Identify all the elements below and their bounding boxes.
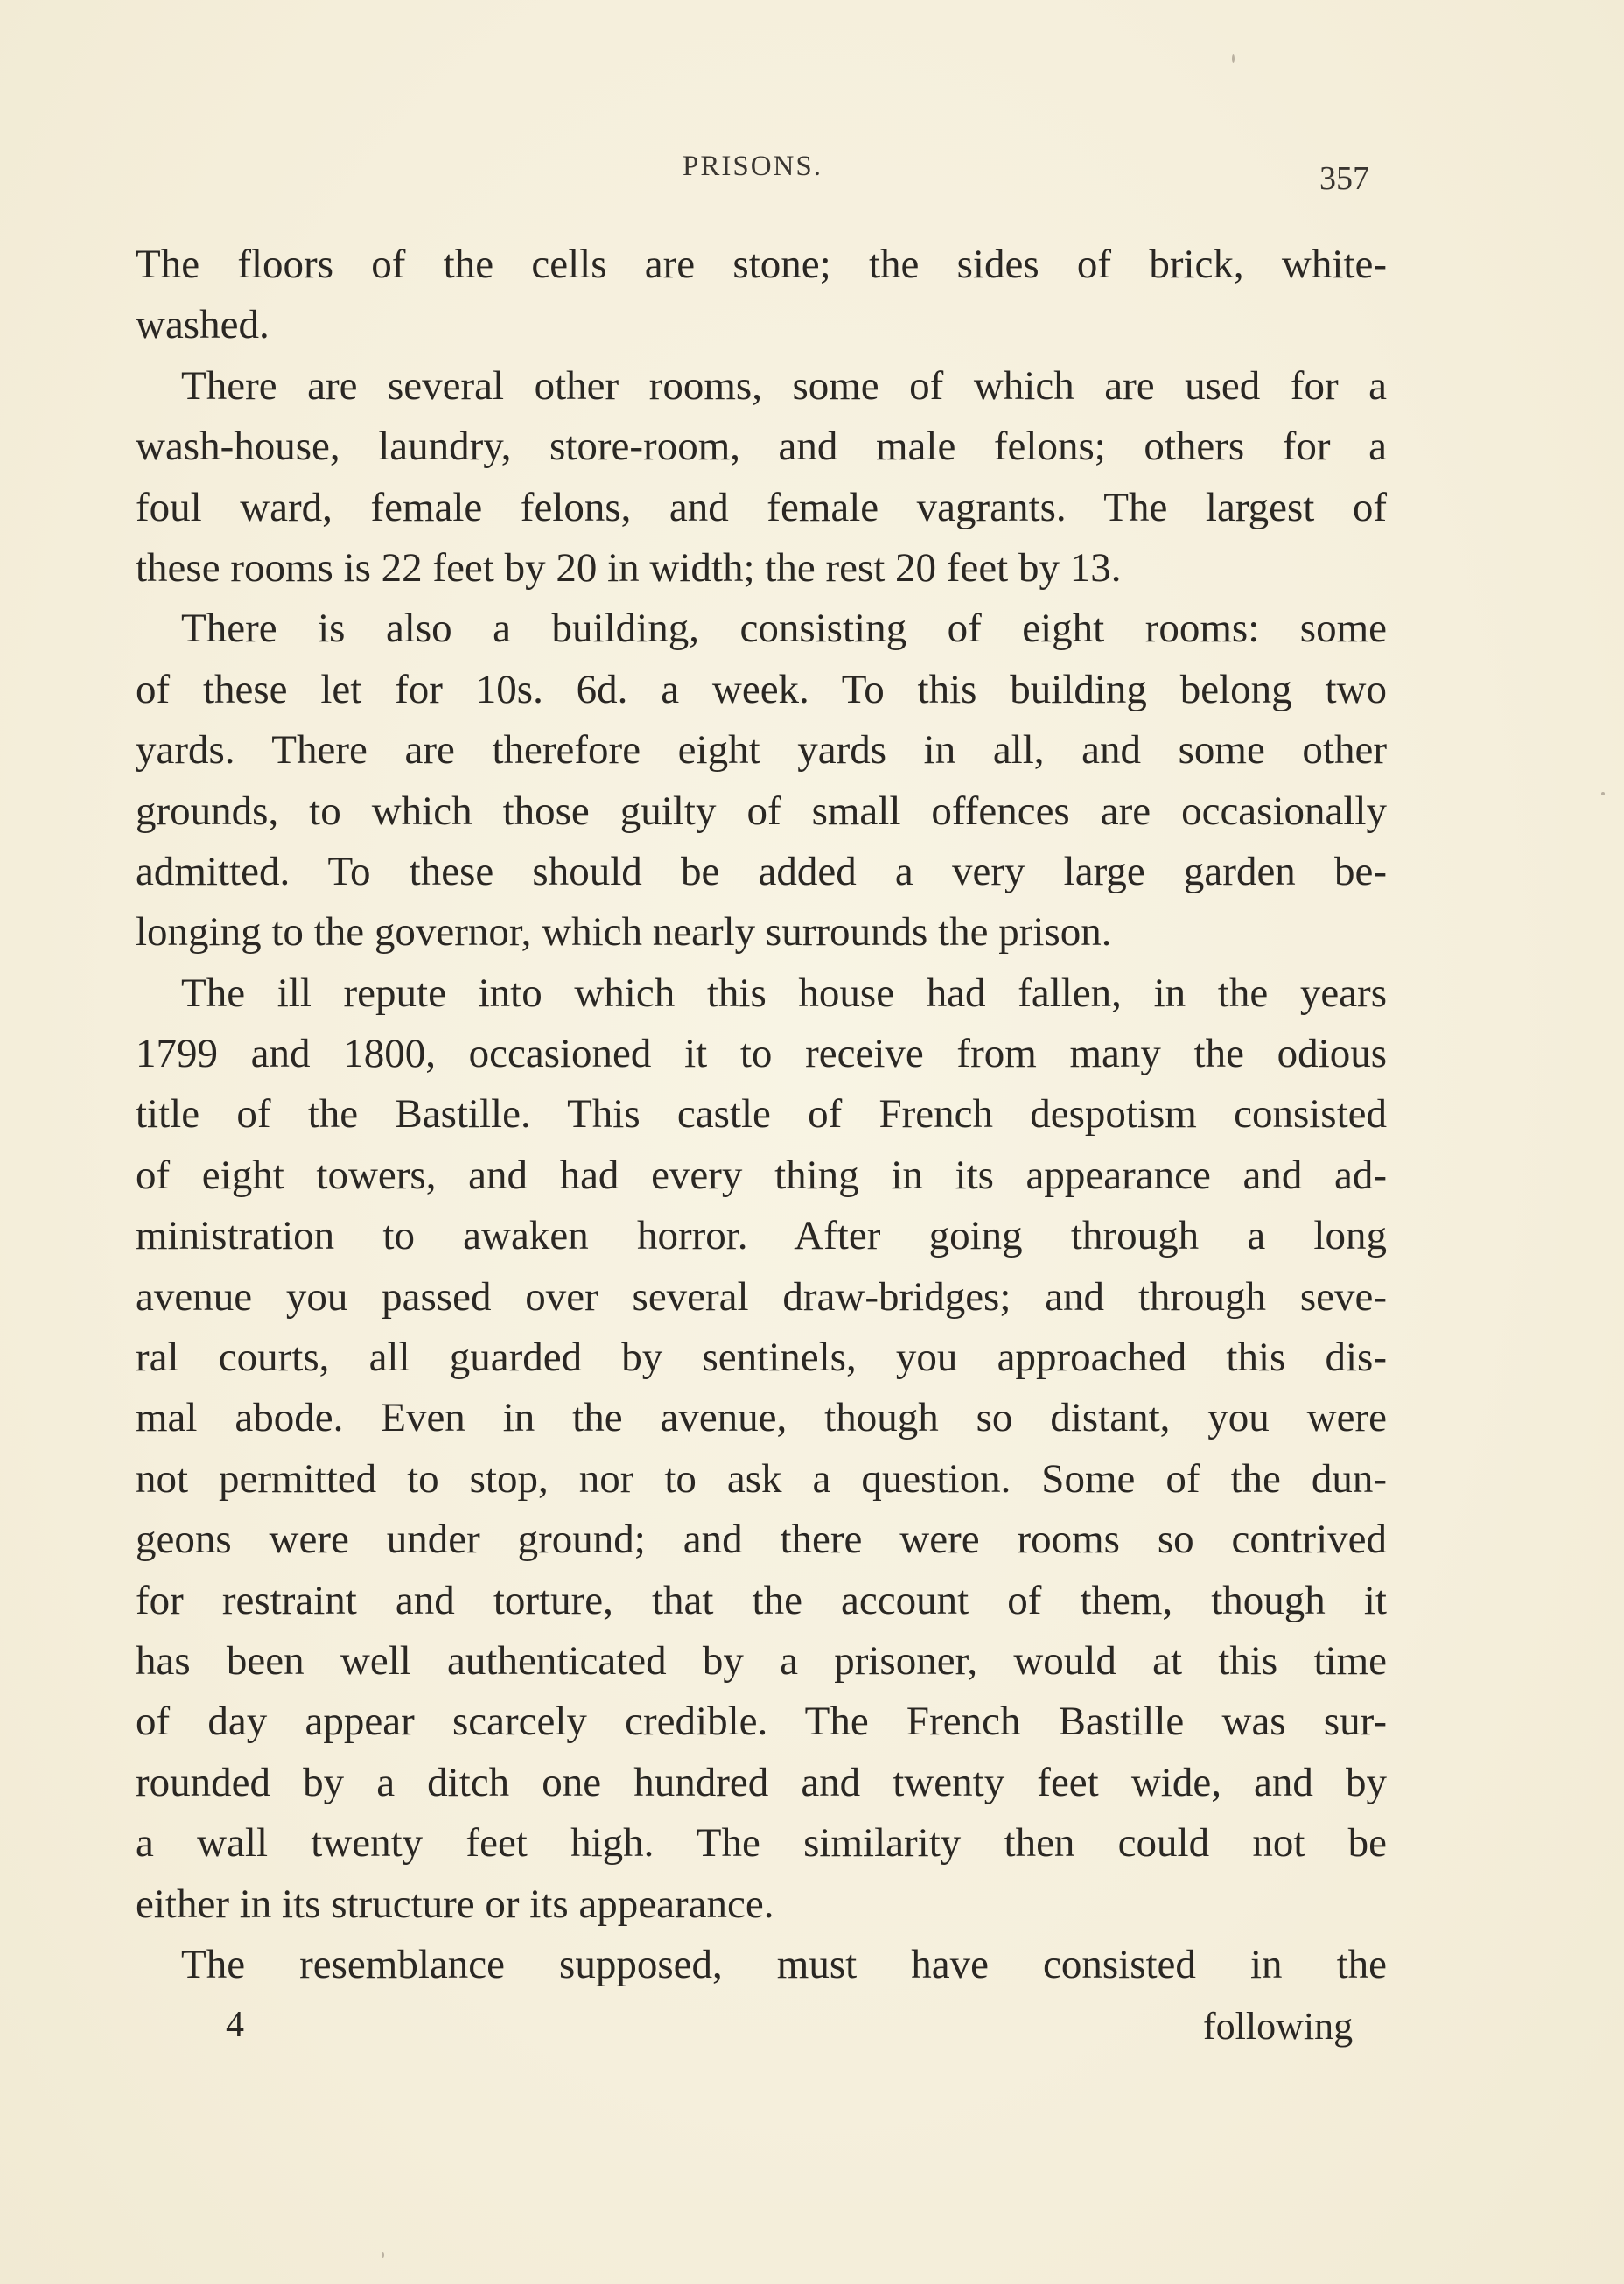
text-line: The floors of the cells are stone; the sides of brick, white-	[136, 242, 1387, 287]
text-line: rounded by a ditch one hundred and twenty feet wide, and by	[136, 1759, 1387, 1805]
text-line: of eight towers, and had every thing in its appearance and ad-	[136, 1152, 1387, 1198]
text-line: washed.	[136, 302, 270, 348]
paper-speck	[382, 2252, 384, 2258]
paper-speck	[1232, 54, 1235, 63]
text-line: longing to the governor, which nearly surrounds the prison.	[136, 909, 1112, 956]
text-line: either in its structure or its appearance.	[136, 1881, 774, 1927]
text-line: ministration to awaken horror. After going through a long	[136, 1213, 1387, 1259]
text-line: of these let for 10s. 6d. a week. To this building belong two	[136, 666, 1387, 712]
text-line: these rooms is 22 feet by 20 in width; the rest 20 feet by 13.	[136, 544, 1122, 591]
text-line: geons were under ground; and there were rooms so contrived	[136, 1517, 1387, 1563]
text-line: for restraint and torture, that the account of them, though it	[136, 1577, 1387, 1623]
body-text	[136, 235, 1387, 1995]
signature-mark: 4	[226, 2005, 244, 2045]
text-line: a wall twenty feet high. The similarity then could not be	[136, 1820, 1387, 1867]
text-line: ral courts, all guarded by sentinels, you approached this dis-	[136, 1335, 1387, 1381]
text-line: There are several other rooms, some of which are used for a	[181, 362, 1387, 409]
page-footer	[0, 2004, 1624, 2056]
text-line: foul ward, female felons, and female vagrants. The largest of	[136, 484, 1387, 530]
text-line: admitted. To these should be added a very large garden be-	[136, 848, 1387, 894]
running-title: PRISONS.	[682, 151, 822, 182]
text-line: There is also a building, consisting of eight rooms: some	[181, 606, 1387, 652]
text-line: 1799 and 1800, occasioned it to receive from many the odious	[136, 1031, 1387, 1077]
paper-speck	[1601, 792, 1605, 795]
text-line: avenue you passed over several draw-bridges; and through seve-	[136, 1273, 1387, 1320]
text-line: yards. There are therefore eight yards in all, and some other	[136, 727, 1387, 774]
text-line: mal abode. Even in the avenue, though so distant, you were	[136, 1395, 1387, 1441]
text-line: The resemblance supposed, must have consisted in the	[181, 1941, 1387, 1987]
text-line: not permitted to stop, nor to ask a question. Some of the dun-	[136, 1455, 1387, 1502]
text-line: title of the Bastille. This castle of French despotism consisted	[136, 1091, 1387, 1138]
catchword: following	[1203, 2005, 1354, 2048]
text-line: wash-house, laundry, store-room, and male felons; others for a	[136, 424, 1387, 470]
page-number: 357	[1320, 160, 1369, 197]
text-line: has been well authenticated by a prisoner, would at this time	[136, 1637, 1387, 1684]
text-line: of day appear scarcely credible. The French Bastille was sur-	[136, 1699, 1387, 1745]
running-head	[0, 151, 1624, 197]
text-line: The ill repute into which this house had fallen, in the years	[181, 970, 1387, 1016]
text-line: grounds, to which those guilty of small offences are occasionally	[136, 788, 1387, 834]
